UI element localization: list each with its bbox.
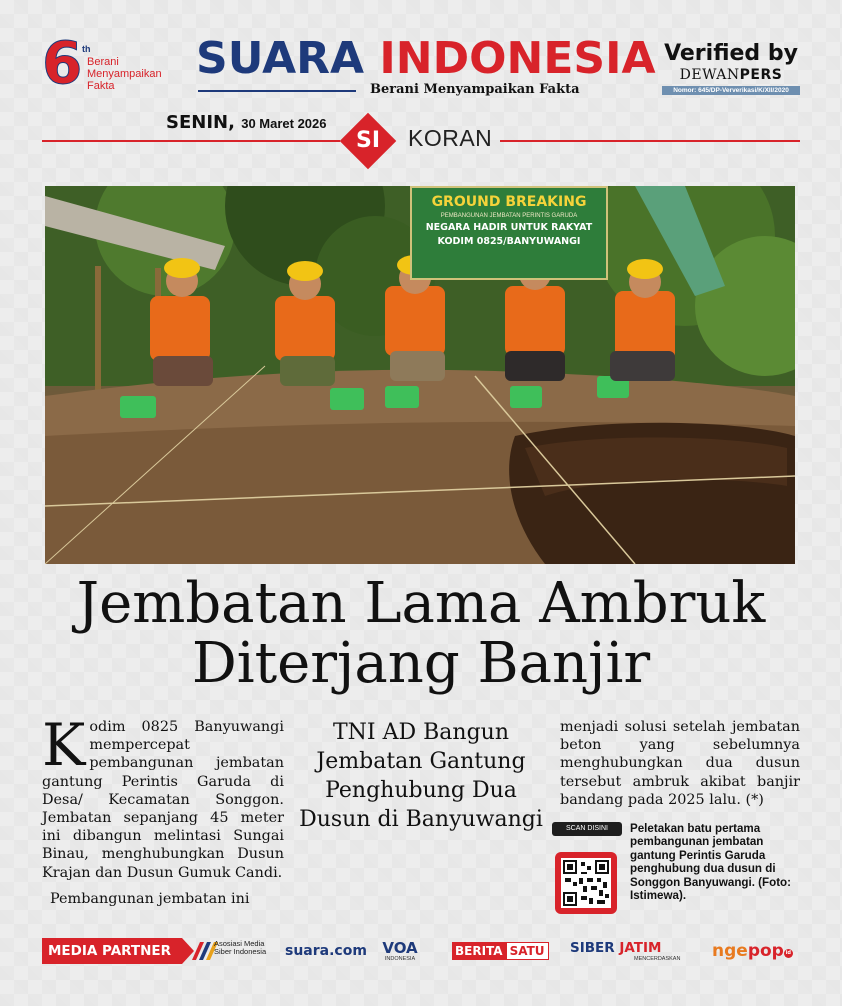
partner-ngepop[interactable]	[712, 940, 793, 962]
headline	[30, 571, 812, 696]
scan-label: SCAN DISINI	[552, 822, 622, 836]
partner-siber-jatim[interactable]	[570, 940, 680, 962]
subheadline: TNI AD Bangun Jembatan Gantung Penghubung Dua Dusun di Banyuwangi	[299, 720, 543, 832]
anniversary-number: 6	[42, 29, 83, 97]
banner-line-2: KODIM 0825/BANYUWANGI	[437, 236, 581, 247]
anniversary-badge	[42, 29, 182, 100]
amsi-name: Asosiasi Media Siber Indonesia	[214, 939, 267, 956]
partner-beritasatu[interactable]	[452, 942, 549, 960]
si-logo-text: SI	[355, 128, 381, 153]
dropcap: K	[42, 711, 86, 779]
article-paragraph-1: odim 0825 Banyuwangi mempercepat pembangunan jembatan gantung Perintis Garuda di Desa/ Kecamatan Songgon. Jembatan sepanjang 45 meter ini dibangun melintasi Sungai Binau, menghubungkan Dusun Krajan dan Dusun Gumuk Candi.	[42, 719, 284, 881]
masthead-logo[interactable]	[196, 33, 656, 84]
media-partner-label: MEDIA PARTNER	[42, 938, 182, 964]
partner-voa[interactable]	[380, 940, 420, 963]
red-rule-right	[500, 140, 800, 142]
ground-breaking-banner	[410, 186, 608, 280]
verification-number: Nomor: 645/DP-Ververikasi/K/XII/2020	[662, 86, 800, 95]
voa-logo: VOA	[382, 939, 418, 957]
qr-code-graphic	[561, 858, 611, 908]
siber-text: SIBER	[570, 940, 615, 956]
dewan-pers-logo: DEWANPERS	[679, 67, 783, 83]
anniversary-suffix: th	[82, 44, 91, 54]
photo-caption: Peletakan batu pertama pembangunan jembatan gantung Perintis Garuda penghubung dua dusun di Songgon Banyuwangi. (Foto: Istimewa).	[630, 822, 791, 903]
beritasatu-a: BERITA	[452, 942, 506, 960]
dateline-day: SENIN,	[166, 112, 235, 133]
ngepop-a: nge	[712, 941, 748, 961]
banner-subtitle: PEMBANGUNAN JEMBATAN PERINTIS GARUDA	[440, 213, 578, 219]
dateline	[166, 112, 327, 133]
media-partner-bar	[42, 938, 800, 966]
logo-indonesia: INDONESIA	[379, 33, 656, 84]
article-column-1	[42, 711, 284, 908]
qr-code-icon[interactable]	[555, 852, 617, 914]
partner-suara-com[interactable]: suara.com	[285, 943, 367, 959]
banner-line-1: NEGARA HADIR UNTUK RAKYAT	[425, 222, 593, 233]
voa-sub: INDONESIA	[384, 956, 416, 962]
logo-rule	[198, 90, 356, 92]
ngepop-b: pop	[747, 941, 784, 961]
si-logo	[340, 113, 396, 169]
dateline-date: 30 Maret 2026	[241, 116, 327, 131]
edition-label: KORAN	[408, 125, 493, 151]
red-rule-left	[42, 140, 340, 142]
beritasatu-b: SATU	[506, 942, 549, 960]
jatim-text: JATIM	[619, 940, 662, 956]
headline-line-1: Jembatan Lama Ambruk	[76, 571, 766, 636]
scan-qr[interactable]	[552, 822, 622, 914]
ngepop-sup: id	[785, 950, 791, 956]
banner-title: GROUND BREAKING	[431, 194, 587, 210]
main-photo	[45, 186, 795, 564]
article-column-3: menjadi solusi setelah jembatan beton yang sebelumnya menghubungkan dua dusun tersebut ambruk akibat banjir bandang pada 2025 lalu. (*)	[560, 719, 800, 808]
verified-title: Verified by	[664, 41, 798, 66]
masthead-tagline: Berani Menyampaikan Fakta	[370, 82, 580, 97]
headline-line-2: Diterjang Banjir	[191, 631, 651, 696]
logo-suara: SUARA	[196, 33, 365, 84]
verified-badge	[662, 42, 800, 104]
anniversary-tagline: Berani Menyampaikan Fakta	[87, 56, 162, 92]
article-paragraph-2: Pembangunan jembatan ini	[50, 890, 250, 907]
siber-jatim-sub: MENCERDASKAN	[634, 956, 681, 962]
